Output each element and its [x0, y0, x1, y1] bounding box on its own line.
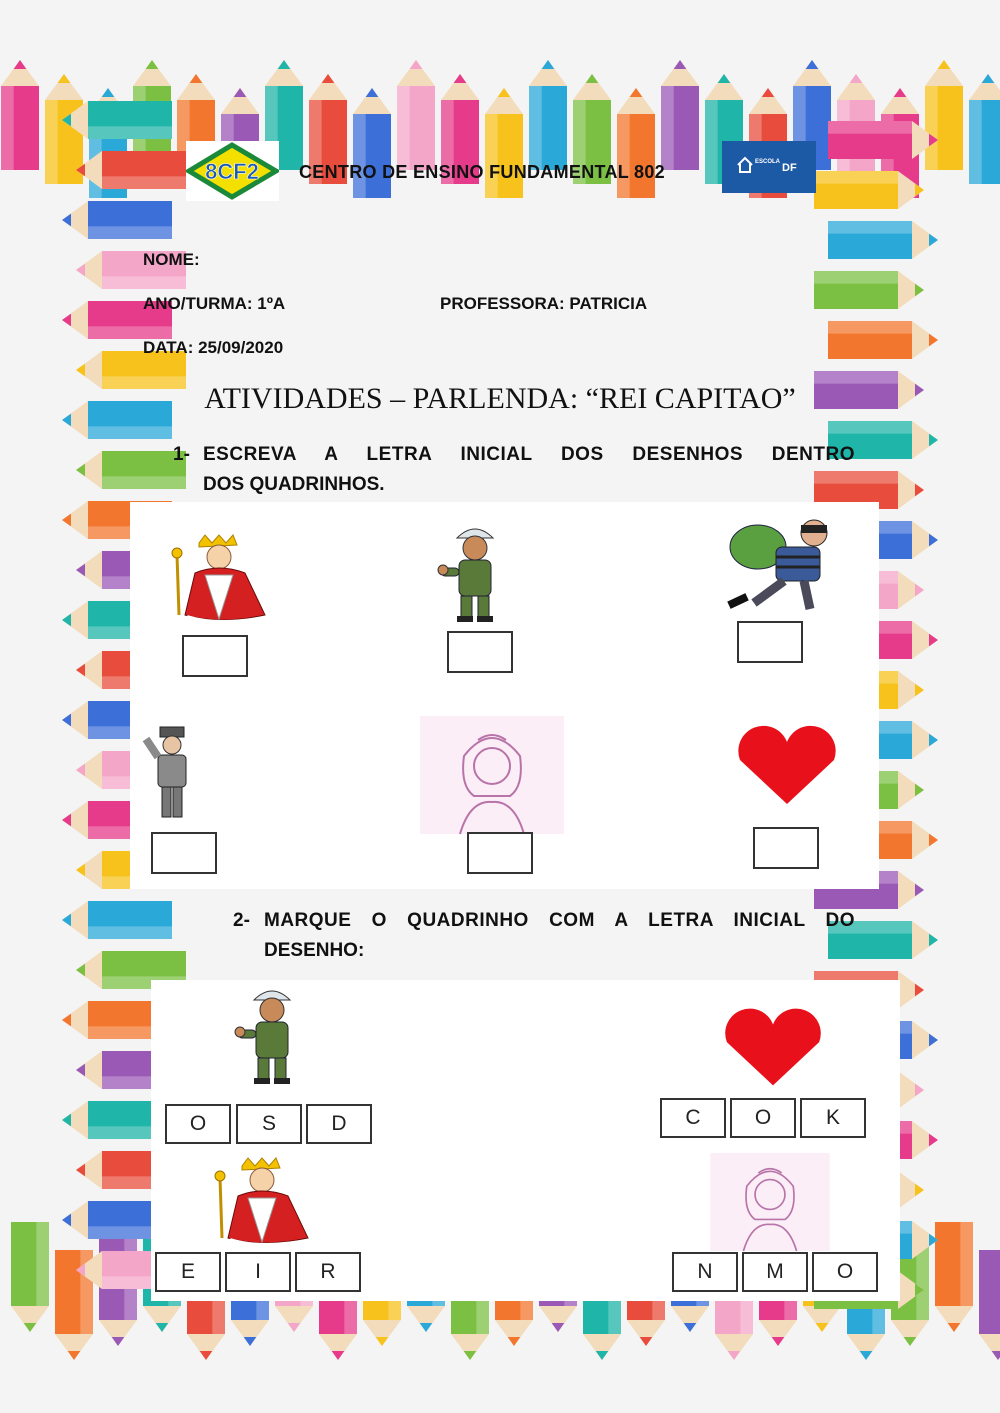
princess-icon	[710, 1153, 830, 1251]
option-heart-2[interactable]: O	[730, 1098, 796, 1138]
svg-text:8CF2: 8CF2	[205, 159, 259, 184]
question-1-number: 1-	[173, 444, 190, 465]
escola-df-logo	[722, 141, 816, 193]
school-name: CENTRO DE ENSINO FUNDAMENTAL 802	[299, 162, 665, 182]
question-2-number: 2-	[233, 910, 250, 931]
answer-box-heart[interactable]	[753, 827, 819, 869]
option-king-2[interactable]: I	[225, 1252, 291, 1292]
option-king-1[interactable]: E	[155, 1252, 221, 1292]
thief-icon	[724, 517, 842, 613]
option-princess-2[interactable]: M	[742, 1252, 808, 1292]
activity-title: ATIVIDADES – PARLENDA: “REI CAPITAO”	[204, 382, 796, 415]
df-logo-small-text: ESCOLA	[755, 159, 781, 165]
heart-icon	[719, 1012, 827, 1086]
option-soldier-3[interactable]: D	[306, 1104, 372, 1144]
name-field-label: NOME:	[143, 250, 200, 269]
question-2-line-1: MARQUE O QUADRINHO COM A LETRA INICIAL DO	[264, 910, 855, 931]
teacher-field-label: PROFESSORA: PATRICIA	[440, 294, 648, 313]
option-soldier-1[interactable]: O	[165, 1104, 231, 1144]
answer-box-princess[interactable]	[467, 832, 533, 874]
question-1-line-1: ESCREVA A LETRA INICIAL DOS DESENHOS DENTRO	[203, 444, 855, 465]
option-soldier-2[interactable]: S	[236, 1104, 302, 1144]
answer-box-soldier[interactable]	[447, 631, 513, 673]
police-officer-icon	[142, 725, 202, 821]
option-princess-1[interactable]: N	[672, 1252, 738, 1292]
df-logo-text: DF	[782, 162, 797, 174]
date-field-label: DATA: 25/09/2020	[143, 338, 284, 357]
soldier-icon	[435, 520, 515, 624]
question-2-line-2: DESENHO:	[264, 940, 365, 961]
option-princess-3[interactable]: O	[812, 1252, 878, 1292]
answer-box-police[interactable]	[151, 832, 217, 874]
princess-icon	[420, 716, 564, 834]
school-logo	[186, 141, 279, 201]
option-heart-3[interactable]: K	[800, 1098, 866, 1138]
king-icon	[165, 535, 275, 623]
king-icon	[208, 1158, 318, 1246]
answer-box-king[interactable]	[182, 635, 248, 677]
heart-icon	[732, 730, 842, 804]
question-1-line-2: DOS QUADRINHOS.	[203, 474, 385, 495]
answer-box-thief[interactable]	[737, 621, 803, 663]
soldier-icon	[232, 982, 312, 1086]
class-field-label: ANO/TURMA: 1ºA	[143, 294, 286, 313]
option-heart-1[interactable]: C	[660, 1098, 726, 1138]
option-king-3[interactable]: R	[295, 1252, 361, 1292]
school-logo-icon	[186, 141, 279, 201]
school-house-icon	[736, 156, 754, 174]
